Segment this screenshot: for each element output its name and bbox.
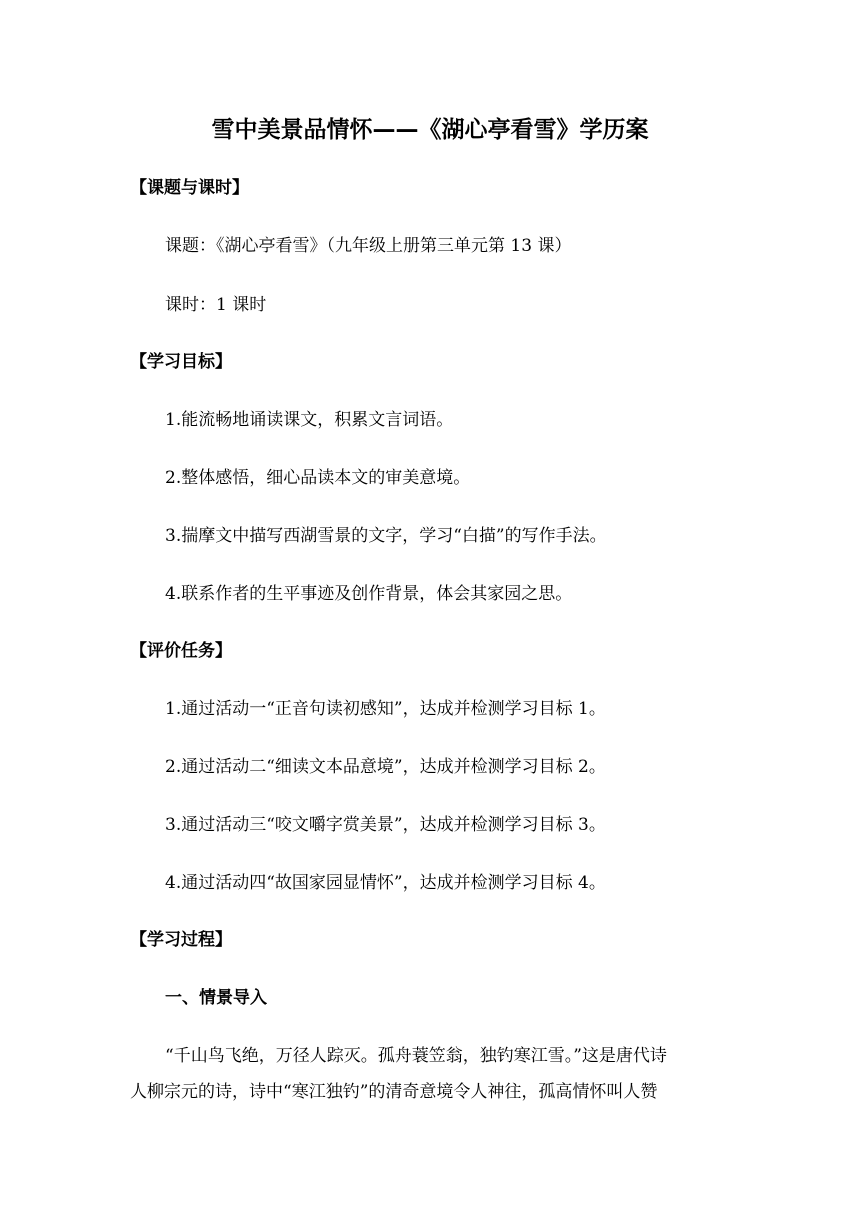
process-paragraph-line-1: “千山鸟飞绝，万径人踪灭。孤舟蓑笠翁，独钓寒江雪。”这是唐代诗 bbox=[165, 1046, 667, 1066]
objective-item-2: 2.整体感悟，细心品读本文的审美意境。 bbox=[165, 468, 471, 488]
evaluation-item-4: 4.通过活动四“故国家园显情怀”，达成并检测学习目标 4。 bbox=[165, 873, 606, 893]
objective-item-1: 1.能流畅地诵读课文，积累文言词语。 bbox=[165, 410, 454, 430]
process-subheading: 一、情景导入 bbox=[165, 988, 267, 1008]
evaluation-item-1: 1.通过活动一“正音句读初感知”，达成并检测学习目标 1。 bbox=[165, 699, 606, 719]
course-period: 课时：1 课时 bbox=[165, 295, 267, 315]
section-heading-objectives: 【学习目标】 bbox=[130, 352, 232, 372]
evaluation-item-2: 2.通过活动二“细读文本品意境”，达成并检测学习目标 2。 bbox=[165, 757, 606, 777]
evaluation-item-3: 3.通过活动三“咬文嚼字赏美景”，达成并检测学习目标 3。 bbox=[165, 815, 606, 835]
objective-item-4: 4.联系作者的生平事迹及创作背景，体会其家园之思。 bbox=[165, 584, 573, 604]
section-heading-course: 【课题与课时】 bbox=[130, 178, 249, 198]
section-heading-evaluation: 【评价任务】 bbox=[130, 641, 232, 661]
section-heading-process: 【学习过程】 bbox=[130, 930, 232, 950]
course-topic: 课题：《湖心亭看雪》（九年级上册第三单元第 13 课） bbox=[165, 236, 572, 256]
document-title: 雪中美景品情怀——《湖心亭看雪》学历案 bbox=[211, 117, 649, 143]
objective-item-3: 3.揣摩文中描写西湖雪景的文字，学习“白描”的写作手法。 bbox=[165, 526, 607, 546]
process-paragraph-line-2: 人柳宗元的诗，诗中“寒江独钓”的清奇意境令人神往，孤高情怀叫人赞 bbox=[130, 1082, 658, 1102]
